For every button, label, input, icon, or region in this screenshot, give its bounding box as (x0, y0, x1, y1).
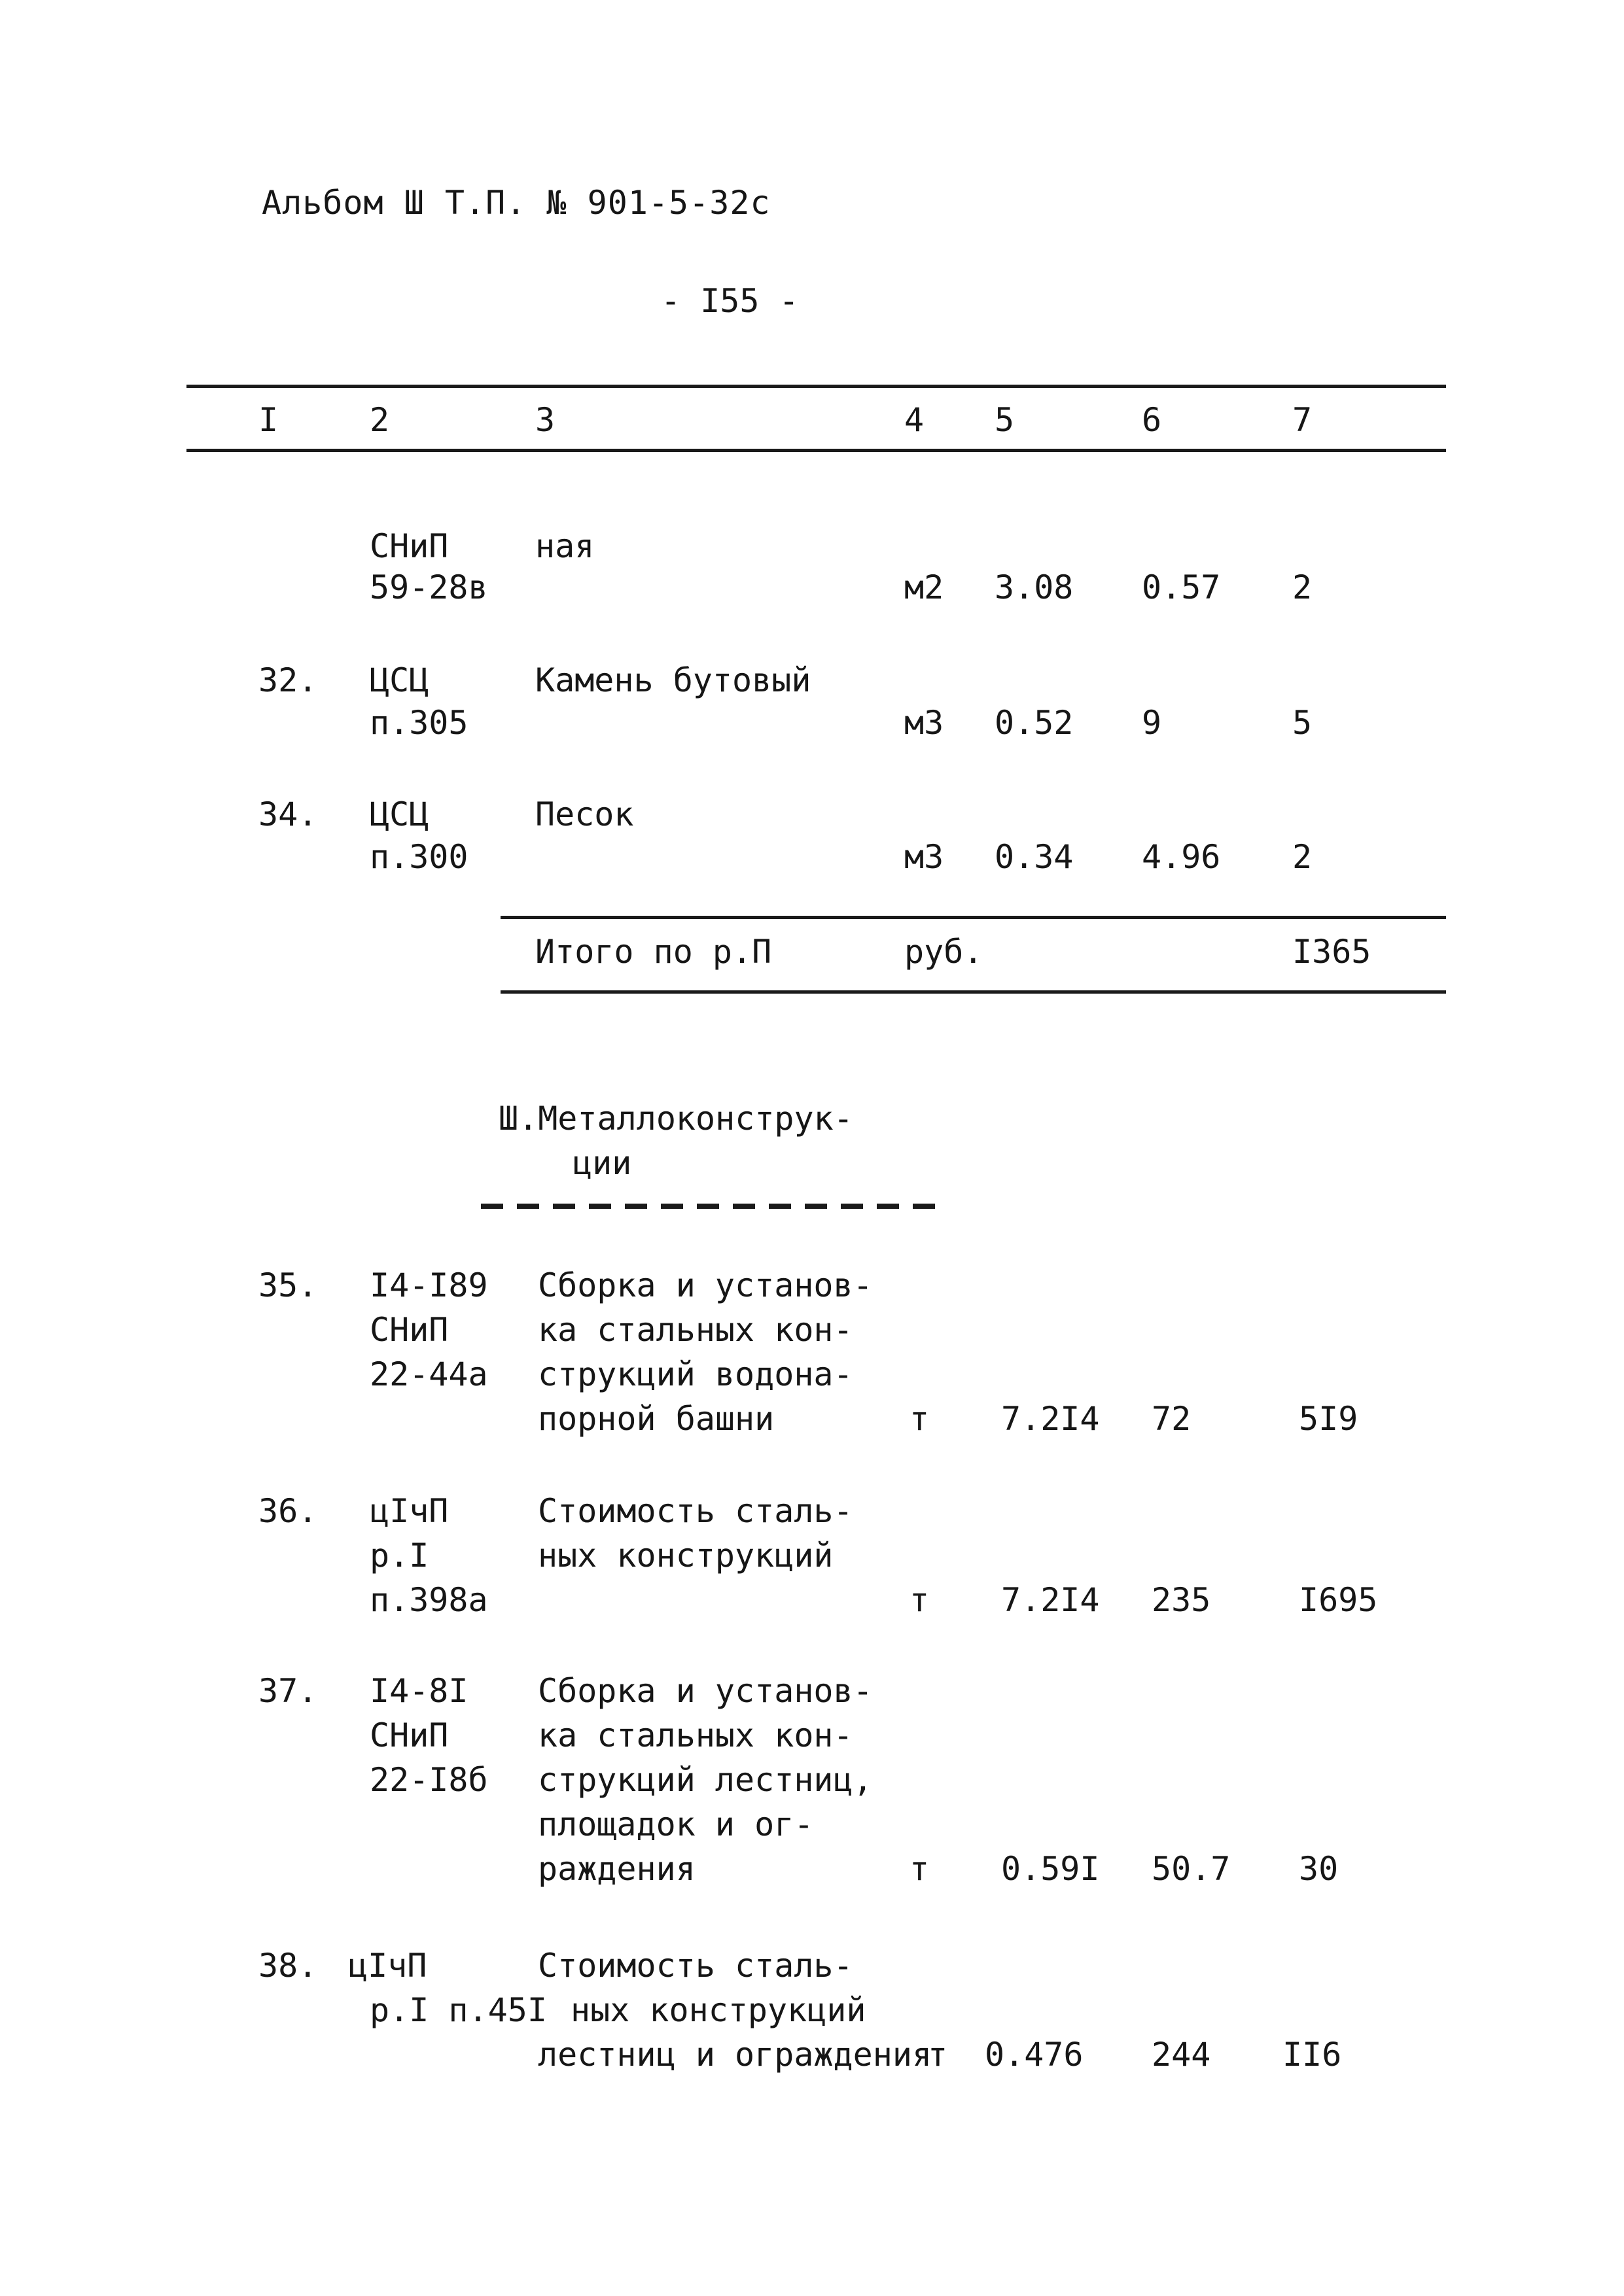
row-qty: 0.476 (985, 2036, 1084, 2074)
row-number: 38. (258, 1947, 318, 1985)
row-code: цIчП (370, 1492, 449, 1530)
row-qty: 7.2I4 (1001, 1581, 1100, 1619)
row-name: ных конструкций (538, 1537, 834, 1574)
row-name: Стоимость сталь- (538, 1947, 853, 1985)
col-header-2: 2 (370, 401, 390, 439)
row-name: Стоимость сталь- (538, 1492, 853, 1530)
row-code: цIчП (348, 1947, 427, 1985)
row-total: 5 (1292, 704, 1313, 742)
row-name: Сборка и установ- (538, 1672, 873, 1710)
row-qty: 3.08 (995, 568, 1074, 606)
row-name: ка стальных кон- (538, 1716, 853, 1754)
row-name: ных конструкций (571, 1991, 866, 2029)
row-unit: м3 (904, 704, 944, 742)
row-unit: т (928, 2036, 948, 2074)
col-header-3: 3 (535, 401, 556, 439)
row-name: Камень бутовый (535, 661, 811, 699)
row-code: ЦСЦ (370, 661, 429, 699)
row-code: р.I (370, 1537, 429, 1574)
row-code: 59-28в (370, 568, 488, 606)
row-unit: т (909, 1400, 930, 1438)
album-title: Альбом Ш Т.П. № 901-5-32с (262, 184, 771, 222)
subtotal-top-rule (501, 916, 1446, 919)
row-price: 72 (1152, 1400, 1192, 1438)
row-price: 4.96 (1142, 838, 1221, 876)
row-code: 22-44а (370, 1355, 488, 1393)
row-name: Песок (535, 795, 634, 833)
row-code: п.300 (370, 838, 468, 876)
row-name: ка стальных кон- (538, 1311, 853, 1349)
row-qty: 7.2I4 (1001, 1400, 1100, 1438)
col-header-7: 7 (1292, 401, 1313, 439)
table-header-rule (186, 449, 1446, 452)
row-code: СНиП (370, 1716, 449, 1754)
row-price: 0.57 (1142, 568, 1221, 606)
row-code: СНиП (370, 1311, 449, 1349)
row-code: п.398а (370, 1581, 488, 1619)
row-name: раждения (538, 1850, 696, 1888)
row-total: I695 (1299, 1581, 1378, 1619)
row-unit: т (909, 1850, 930, 1888)
table-top-rule (186, 385, 1446, 388)
col-header-6: 6 (1142, 401, 1162, 439)
section-title: ции (573, 1144, 632, 1182)
row-name: лестниц и ограждения (538, 2036, 932, 2074)
subtotal-label: Итого по р.П (535, 933, 772, 971)
section-title: Ш.Металлоконструк- (499, 1100, 853, 1138)
row-total: 2 (1292, 568, 1313, 606)
col-header-1: I (258, 401, 279, 439)
row-price: 235 (1152, 1581, 1211, 1619)
row-number: 37. (258, 1672, 318, 1710)
subtotal-bottom-rule (501, 990, 1446, 994)
row-unit: м2 (904, 568, 944, 606)
row-code: СНиП (370, 527, 449, 565)
row-code: I4-I89 (370, 1266, 488, 1304)
row-code: 22-I8б (370, 1761, 488, 1799)
row-name: Сборка и установ- (538, 1266, 873, 1304)
row-total: 2 (1292, 838, 1313, 876)
row-number: 35. (258, 1266, 318, 1304)
row-name: ная (535, 527, 595, 565)
subtotal-total: I365 (1292, 933, 1371, 971)
row-code: ЦСЦ (370, 795, 429, 833)
row-total: 5I9 (1299, 1400, 1358, 1438)
col-header-4: 4 (904, 401, 925, 439)
page-number: - I55 - (661, 282, 799, 320)
row-name: порной башни (538, 1400, 775, 1438)
row-name: струкций водона- (538, 1355, 853, 1393)
row-code: п.305 (370, 704, 468, 742)
row-number: 32. (258, 661, 318, 699)
row-number: 36. (258, 1492, 318, 1530)
row-unit: м3 (904, 838, 944, 876)
row-price: 50.7 (1152, 1850, 1231, 1888)
subtotal-unit: руб. (904, 933, 983, 971)
row-code: р.I п.45I (370, 1991, 547, 2029)
row-name: площадок и ог- (538, 1805, 814, 1843)
row-total: II6 (1282, 2036, 1342, 2074)
row-price: 9 (1142, 704, 1162, 742)
row-number: 34. (258, 795, 318, 833)
row-qty: 0.34 (995, 838, 1074, 876)
row-name: струкций лестниц, (538, 1761, 873, 1799)
row-qty: 0.59I (1001, 1850, 1100, 1888)
col-header-5: 5 (995, 401, 1015, 439)
row-unit: т (909, 1581, 930, 1619)
row-price: 244 (1152, 2036, 1211, 2074)
row-total: 30 (1299, 1850, 1339, 1888)
row-qty: 0.52 (995, 704, 1074, 742)
row-code: I4-8I (370, 1672, 468, 1710)
